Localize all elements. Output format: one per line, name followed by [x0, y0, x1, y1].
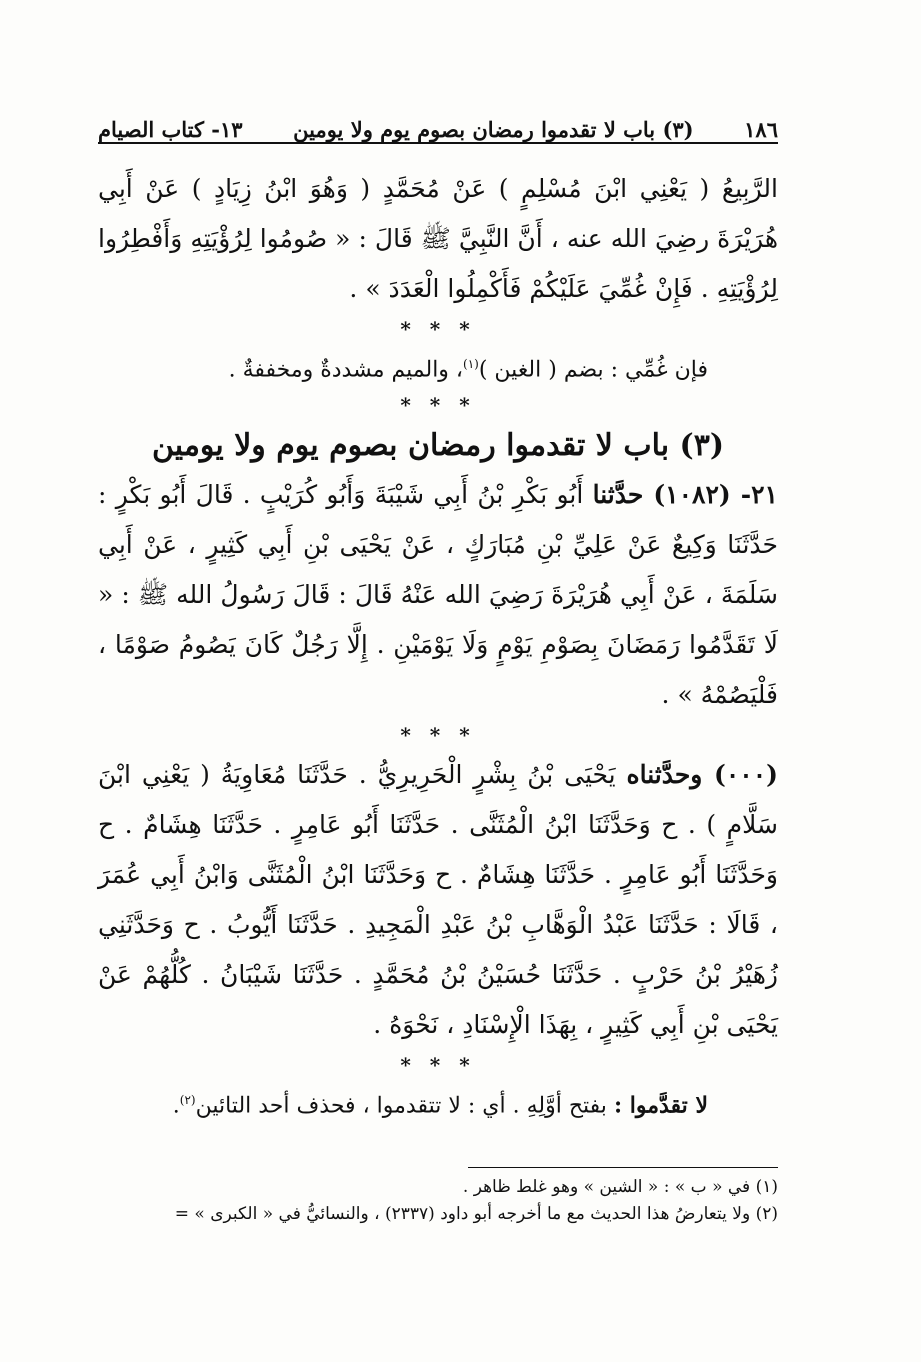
separator-stars: * * *: [400, 393, 476, 418]
note-1-tail: ، والميم مشددةٌ ومخففةٌ .: [228, 357, 464, 383]
running-header: [98, 100, 778, 144]
bab-heading: (٣) باب لا تقدموا رمضان بصوم يوم ولا يومين: [151, 428, 725, 464]
page-number: ١٨٦: [744, 116, 778, 142]
separator-stars: * * *: [400, 317, 476, 341]
footnote-ref-1: (١): [463, 357, 479, 371]
note-2-lead: لا تقدَّموا :: [613, 1092, 708, 1119]
hadith-000-lead: (٠٠٠) وحدَّثناه: [626, 760, 779, 790]
footnote-2: (٢) ولا يتعارضُ هذا الحديث مع ما أخرجه أبو داود (٢٣٣٧) ، والنسائيُّ في « الكبرى » =: [174, 1203, 778, 1224]
separator-stars: * * *: [400, 723, 476, 748]
hadith-21-lead: ٢١- (١٠٨٢) حدَّثنا: [592, 480, 778, 510]
paragraph-hadith-continued: الرَّبِيعُ ( يَعْنِي ابْنَ مُسْلِمٍ ) عَنْ مُحَمَّدٍ ( وَهُوَ ابْنُ زِيَادٍ ) عَنْ أَبِي هُرَيْرَةَ رضِيَ الله عنه ، أَنَّ النَّبِيَّ ﷺ قَالَ : « صُومُوا لِرُؤْيَتِهِ وَأَفْطِرُوا لِرُؤْيَتِهِ . فَإِنْ غُمِّيَ عَلَيْكُمْ فَأَكْمِلُوا الْعَدَدَ » .: [98, 174, 778, 303]
footnote-divider: [468, 1167, 778, 1168]
hadith-000: [98, 750, 778, 1050]
header-chapter-title: ١٣- كتاب الصيام: [98, 116, 243, 142]
hadith-000-text: يَحْيَى بْنُ بِشْرٍ الْحَرِيرِيُّ . حَدَّثَنَا مُعَاوِيَةُ ( يَعْنِي ابْنَ سَلَّامٍ ) . ح وَحَدَّثَنَا ابْنُ الْمُثَنَّى . حَدَّثَنَا أَبُو عَامِرٍ . حَدَّثَنَا هِشَامٌ . ح وَحَدَّثَنَا أَبُو عَامِرٍ . حَدَّثَنَا هِشَامٌ . ح وَحَدَّثَنَا ابْنُ الْمُثَنَّى وَابْنُ أَبِي عُمَرَ ، قَالَا : حَدَّثَنَا عَبْدُ الْوَهَّابِ بْنُ عَبْدِ الْمَجِيدِ . حَدَّثَنَا أَيُّوبُ . ح وَحَدَّثَنِي زُهَيْرُ بْنُ حَرْبٍ . حَدَّثَنَا حُسَيْنُ بْنُ مُحَمَّدٍ . حَدَّثَنَا شَيْبَانُ . كُلُّهُمْ عَنْ يَحْيَى بْنِ أَبِي كَثِيرٍ ، بِهَذَا الْإِسْنَادِ ، نَحْوَهُ .: [98, 760, 778, 1040]
note-1-text: فإن غُمِّي : بضم ( الغين ): [478, 357, 708, 383]
footnote-1: (١) في « ب » : « الشين » وهو غلط ظاهر .: [462, 1176, 778, 1197]
hadith-21: [98, 470, 778, 720]
footnote-ref-2: (٢): [179, 1093, 196, 1108]
separator-stars: * * *: [400, 1053, 476, 1078]
book-page: [98, 100, 778, 1228]
note-2-tail: .: [172, 1093, 180, 1119]
commentary-note-1: [98, 344, 778, 390]
note-2-text: بفتح أوَّلِهِ . أي : لا تتقدموا ، فحذف أحد التائين: [195, 1093, 607, 1119]
header-section-title: (٣) باب لا تقدموا رمضان بصوم يوم ولا يومين: [293, 116, 694, 142]
hadith-21-text: أَبُو بَكْرِ بْنُ أَبِي شَيْبَةَ وَأَبُو كُرَيْبٍ . قَالَ أَبُو بَكْرٍ : حَدَّثَنَا وَكِيعٌ عَنْ عَلِيِّ بْنِ مُبَارَكٍ ، عَنْ يَحْيَى بْنِ أَبِي كَثِيرٍ ، عَنْ أَبِي سَلَمَةَ ، عَنْ أَبِي هُرَيْرَةَ رَضِيَ الله عَنْهُ قَالَ : قَالَ رَسُولُ الله ﷺ : « لَا تَقَدَّمُوا رَمَضَانَ بِصَوْمِ يَوْمٍ وَلَا يَوْمَيْنِ . إِلَّا رَجُلٌ كَانَ يَصُومُ صَوْمًا ، فَلْيَصُمْهُ » .: [98, 480, 778, 710]
commentary-note-2: [98, 1080, 778, 1126]
footnotes: [98, 1174, 778, 1228]
